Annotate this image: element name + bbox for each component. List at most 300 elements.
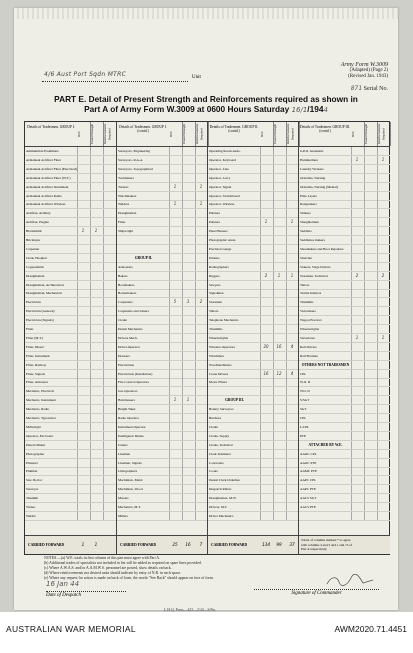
cell-divider [103,334,104,342]
table-row [208,218,299,227]
trade-label: Surveyors, Engineering [118,149,151,153]
cell-divider [195,476,196,484]
cell-divider [77,405,78,413]
cell-divider [351,281,352,289]
cell-divider [286,209,287,217]
cell-divider [364,387,365,395]
table-row [25,156,116,165]
table-row [208,467,299,476]
table-row [117,298,208,307]
cell-divider [169,236,170,244]
trade-label: Storemen [209,300,222,305]
cell-divider [351,334,352,342]
carried-forward-value: 134 [262,542,270,547]
cell-divider [77,298,78,306]
unit-label: Unit [192,75,201,80]
cell-divider [169,298,170,306]
cell-divider [103,432,104,440]
count-cell: 1 [277,272,281,278]
cell-divider [364,289,365,297]
cell-divider [364,396,365,404]
cell-divider [273,432,274,440]
table-row [208,298,299,307]
table-row [299,476,390,485]
cell-divider [364,325,365,333]
cell-divider [273,370,274,378]
cell-divider [90,387,91,395]
cell-divider [77,289,78,297]
carried-forward-value: 1 [81,542,85,547]
table-row [208,281,299,290]
trade-label: Armament Artificer Instrument [26,184,69,189]
cell-divider [364,156,365,164]
trade-label: Stokers, Stage Drivers [300,264,331,269]
serial-handwritten: 871 [350,85,363,92]
trade-label: Intelligence Duties [118,433,144,438]
cell-divider [77,183,78,191]
trade-label: Clerks [118,318,127,323]
table-row [299,192,390,201]
cell-divider [195,200,196,208]
cell-divider [195,325,196,333]
cell-divider [286,307,287,315]
count-cell: 1 [355,334,359,340]
cell-divider [351,272,352,280]
trade-label: Painters [209,211,220,216]
cell-divider [90,200,91,208]
count-cell: 1 [173,397,177,403]
trade-label: Clerk Telemeter [209,451,231,456]
table-row [299,156,390,165]
cell-divider [169,200,170,208]
cell-divider [377,209,378,217]
cell-divider [273,405,274,413]
trade-label: Drivers Mech. [118,335,138,340]
cell-divider [195,423,196,431]
cell-divider [286,156,287,164]
cell-divider [195,236,196,244]
cell-divider [77,352,78,360]
table-row [208,503,299,512]
cell-divider [103,227,104,235]
cell-divider [351,467,352,475]
cell-divider [286,450,287,458]
cell-divider [195,209,196,217]
table-row [299,174,390,183]
cell-divider [90,325,91,333]
table-row [299,227,390,236]
note-line: (e) Where any request for action is made on back of form, the words "See Back" should appear on face of form. [44,576,214,580]
table-row [208,405,299,414]
trade-label: AAMC PTE [300,469,318,474]
cell-divider [195,441,196,449]
cell-divider [90,352,91,360]
cell-divider [77,307,78,315]
cell-divider [77,254,78,262]
trade-label: S/SGT [300,398,310,403]
serial-number [351,85,388,92]
table-row [117,227,208,236]
trade-label: ATTACHED BY W.E. [308,442,343,447]
count-cell: 1 [173,183,177,189]
cell-divider [351,476,352,484]
cell-divider [364,378,365,386]
table-row [25,307,116,316]
count-cell: 1 [81,228,85,234]
trade-label: Radiographers [209,264,229,269]
table-row [25,467,116,476]
trade-label: Bakers [118,273,128,278]
cell-divider [273,494,274,502]
carried-forward-label: CARRIED FORWARD [28,543,65,547]
cell-divider [273,414,274,422]
table-row [117,218,208,227]
cell-divider [351,325,352,333]
cell-divider [351,209,352,217]
cell-divider [195,387,196,395]
table-row [117,485,208,494]
cell-divider [103,165,104,173]
cell-divider [260,325,261,333]
cell-divider [103,512,104,520]
table-row [25,183,116,192]
cell-divider [90,450,91,458]
table-column-1 [25,122,116,554]
cell-divider [90,307,91,315]
cell-divider [377,254,378,262]
cell-divider [103,200,104,208]
cell-divider [90,183,91,191]
cell-divider [286,325,287,333]
cell-divider [260,432,261,440]
cell-divider [77,281,78,289]
column-header [299,122,390,147]
cell-divider [90,441,91,449]
table-row [117,387,208,396]
cell-divider [364,316,365,324]
cell-divider [260,503,261,511]
trade-label: Millwright [26,424,41,429]
cell-divider [77,325,78,333]
table-row [208,156,299,165]
cell-divider [77,378,78,386]
table-row [299,459,390,468]
cell-divider [90,512,91,520]
carried-forward-value: 99 [276,542,282,547]
table-row [25,387,116,396]
cell-divider [273,174,274,182]
count-cell: 2 [355,272,359,278]
trade-label: Mechanics, M.T. [118,505,141,509]
note-line: (b) Additional trades of specialists not included in list will be added as required on spare lines provided. [44,561,202,565]
cell-divider [377,378,378,386]
trade-label: Clerks, Supply [209,433,230,438]
count-cell: 1 [355,156,359,162]
trade-label: Operator, Excavator [26,433,54,438]
cell-divider [260,289,261,297]
table-row [208,441,299,450]
dispatch-field [46,580,126,598]
note-line: NOTES.—(a) W.E. totals in first column of this part must agree with Part A. [44,556,161,560]
cell-divider [195,405,196,413]
note-line: (d) Where reinforcements not desired units should indicate by entry of N.R. in each space. [44,571,182,575]
cell-divider [90,414,91,422]
cell-divider [182,414,183,422]
cell-divider [195,316,196,324]
cell-divider [169,334,170,342]
table-row [117,414,208,423]
trade-label: Driver-Operator [118,344,140,349]
cell-divider [286,512,287,520]
cell-divider [103,387,104,395]
cell-divider [286,281,287,289]
carried-forward-value: 7 [199,542,203,547]
table-row [117,200,208,209]
signature-field [254,574,379,596]
trade-label: Orderlies, Nursing (Mental) [300,184,338,189]
cell-divider [364,307,365,315]
cell-divider [364,165,365,173]
cell-divider [90,334,91,342]
trade-label: Dressers [118,353,130,358]
table-row [299,316,390,325]
trade-label: Mechanic, Instrument [26,398,56,403]
cell-divider [182,512,183,520]
table-row [117,476,208,485]
trade-label: Saddlers [300,229,312,234]
title-year: /194 [307,104,324,114]
cell-divider [103,218,104,226]
cell-divider [195,512,196,520]
trade-label: Electrician [26,300,41,305]
table-row [117,183,208,192]
cell-divider [286,432,287,440]
table-row [208,432,299,441]
trade-label: Sawyers [209,282,221,287]
cell-divider [195,343,196,351]
cell-divider [377,192,378,200]
table-row [299,352,390,361]
cell-divider [377,263,378,271]
count-cell: 2 [381,272,385,278]
unit-handwritten: 4/6 Aust Port Sqdn MTRC [44,71,127,78]
cell-divider [182,218,183,226]
cell-divider [273,281,274,289]
count-cell: 1 [290,219,294,225]
trade-label: Draughtsman [118,211,137,216]
cell-divider [103,298,104,306]
cell-divider [286,387,287,395]
cell-divider [169,459,170,467]
carried-forward-value: 1 [94,542,98,547]
trade-label: AAOC PTE [300,460,317,465]
serial-label: Serial No. [363,86,388,92]
trade-label: Radio Operator [118,416,139,420]
cell-divider [195,352,196,360]
table-row [25,192,116,201]
cell-divider [377,512,378,520]
cell-divider [377,183,378,191]
cell-divider [90,263,91,271]
cell-divider [351,494,352,502]
subheader-2: Posted Strength [364,122,378,146]
trade-label: Masons [118,496,129,501]
cell-divider [364,281,365,289]
cell-divider [351,316,352,324]
cell-divider [286,476,287,484]
cell-divider [273,200,274,208]
trade-label: Panel Beaters [209,229,228,234]
cell-divider [273,245,274,253]
cell-divider [351,174,352,182]
cell-divider [103,236,104,244]
cell-divider [364,227,365,235]
trade-label: Rail Fireman [300,353,318,358]
trade-label: Carpenters [118,300,133,305]
table-row [299,370,390,379]
cell-divider [182,174,183,182]
cell-divider [103,245,104,253]
trade-label: Concreters [209,460,224,465]
cell-divider [182,378,183,386]
cell-divider [351,370,352,378]
cell-divider [286,459,287,467]
cell-divider [169,503,170,511]
cell-divider [273,396,274,404]
table-row [299,325,390,334]
count-cell: 4 [290,370,294,376]
cell-divider [273,307,274,315]
trade-label: Fire Control Operators [118,380,149,385]
cell-divider [169,263,170,271]
table-row [299,307,390,316]
subheader-1: W.E. [351,122,365,146]
cell-divider [351,450,352,458]
table-row [25,343,116,352]
cell-divider [103,352,104,360]
cell-divider [77,414,78,422]
cell-divider [351,192,352,200]
cell-divider [286,298,287,306]
cell-divider [77,174,78,182]
count-cell: 1 [381,334,385,340]
cell-divider [273,459,274,467]
trade-label: Fitter, Signals [26,371,45,376]
table-row [208,174,299,183]
table-row [208,209,299,218]
trade-label: Surveyors, Topographical [118,166,153,171]
cell-divider [90,378,91,386]
trade-label: Fitter, Diesel [26,344,44,349]
cell-divider [260,263,261,271]
cell-divider [260,361,261,369]
army-form-sheet [14,8,398,610]
cell-divider [182,307,183,315]
cell-divider [103,209,104,217]
cell-divider [169,476,170,484]
cell-divider [273,209,274,217]
cell-divider [77,227,78,235]
cell-divider [103,316,104,324]
cell-divider [169,485,170,493]
cell-divider [182,423,183,431]
cell-divider [286,414,287,422]
cell-divider [286,441,287,449]
cell-divider [364,361,365,369]
cell-divider [77,209,78,217]
trade-label: Fitter [26,327,34,331]
table-column-2 [116,122,208,554]
count-cell: 1 [264,219,268,225]
cell-divider [103,450,104,458]
cell-divider [169,209,170,217]
trade-label: Photographic Assts. [209,238,236,242]
cell-divider [77,396,78,404]
cell-divider [364,414,365,422]
cell-divider [351,343,352,351]
cell-divider [169,432,170,440]
trade-label: Stretcher [300,255,313,260]
table-row [208,352,299,361]
cell-divider [273,361,274,369]
printer-line: L.H.Q. Press—443—2/44—S/8w. [164,608,216,612]
table-row [208,236,299,245]
table-row [25,503,116,512]
table-row [299,272,390,281]
strength-table [24,121,390,555]
trade-label: Rangetakers [300,202,317,207]
cell-divider [377,174,378,182]
cell-divider [169,316,170,324]
subheader-2: Posted Strength [273,122,287,146]
cell-divider [182,316,183,324]
table-row [208,459,299,468]
table-row [25,227,116,236]
trade-label: Painters [209,220,220,225]
cell-divider [364,209,365,217]
count-cell: 3 [186,299,190,305]
table-row [117,236,208,245]
table-row [25,485,116,494]
table-row [299,396,390,405]
column-header-title: Details of Tradesmen. GROUP I. (contd.) [119,125,167,134]
cell-divider [364,245,365,253]
table-row [208,512,299,521]
trade-label: Carpenter [26,246,40,251]
column-header [208,122,299,147]
subheader-1: W.E. [169,122,183,146]
cell-divider [377,298,378,306]
cell-divider [77,192,78,200]
table-row [299,254,390,263]
cell-divider [169,183,170,191]
trade-label: Motor Fitters [209,380,227,385]
cell-divider [182,450,183,458]
trade-label: Electricians (Installation) [118,371,153,376]
subheader-3: Reinforcements Required [286,122,300,146]
trade-label: SGT [300,407,307,412]
cell-divider [377,459,378,467]
cell-divider [195,272,196,280]
cell-divider [273,387,274,395]
cell-divider [377,218,378,226]
cell-divider [90,254,91,262]
cell-divider [273,263,274,271]
table-row [299,467,390,476]
cell-divider [90,236,91,244]
trade-label: Tinsmiths [300,300,314,305]
cell-divider [182,405,183,413]
